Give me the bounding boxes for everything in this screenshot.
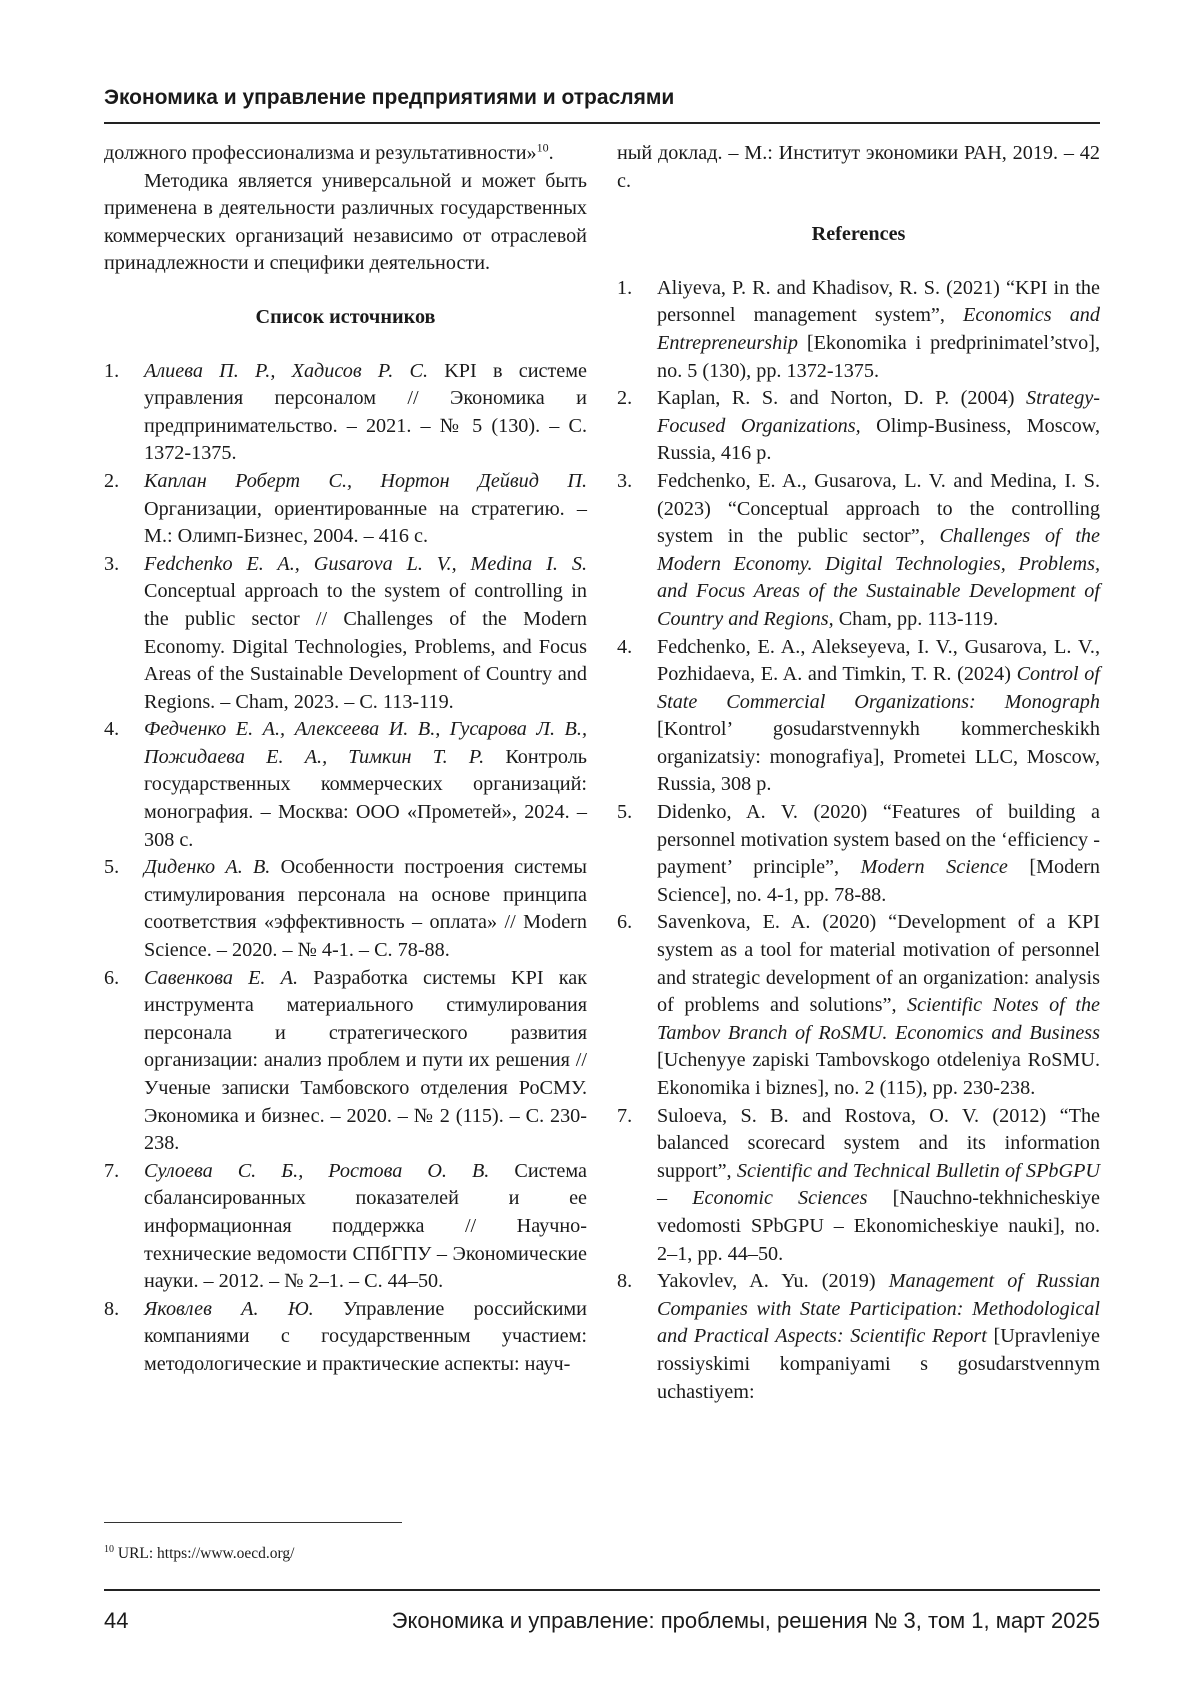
reference-item: 3. Fedchenko, E. A., Gusarova, L. V. and Medina, I. S. (2023) “Conceptual approach to the controlling system in the public sector”, Challenges of the Modern Economy. Digital Technologies, Problems, and Focus Areas of the Sustainable Development of Country and Regions, Cham, pp. 113-119. (617, 469, 1100, 630)
source-item: 4. Федченко Е. А., Алексеева И. В., Гусарова Л. В., Пожидаева Е. А., Тимкин Т. Р. Контроль государственных коммерческих организаций: монография. – Москва: ООО «Прометей», 2024. – 308 с. (104, 718, 587, 851)
source-authors: Каплан Роберт С., Нортон Дейвид П. (144, 469, 587, 492)
reference-title: Scientific and Technical Bulletin of SPbGPU – Economic Sciences (657, 1159, 1100, 1210)
source-item: 8. Яковлев А. Ю. Управление российскими компаниями с государственным участием: методологические и практические аспекты: науч- (104, 1297, 587, 1375)
source-authors: Яковлев А. Ю. (144, 1297, 314, 1320)
reference-item: 8. Yakovlev, A. Yu. (2019) Management of Russian Companies with State Participation: Methodological and Practical Aspects: Scientific Report [Upravleniye rossiyskimi kompaniyami s gosudarstvennym uchastiyem: (617, 1270, 1101, 1403)
reference-title: Management of Russian Companies with State Participation: Methodological and Practical Aspects: Scientific Report (657, 1270, 1100, 1348)
footnote-number: 10 (104, 1543, 114, 1555)
footnote-rule (104, 1522, 402, 1523)
reference-item: 6. Savenkova, E. A. (2020) “Development of a KPI system as a tool for material motivation of personnel and strategic development of an organization: analysis of problems and solutions”, Scientific Notes of the Tambov Branch of RoSMU. Economics and Business [Uchenyye zapiski Tambovskogo otdeleniya RoSMU. Ekonomika i biznes], no. 2 (115), pp. 230-238. (617, 911, 1100, 1099)
page-number: 44 (104, 1608, 129, 1633)
sources-heading: Список источников (255, 305, 436, 328)
footer-rule (104, 1589, 1100, 1591)
reference-item: 2. Kaplan, R. S. and Norton, D. P. (2004) Strategy-Focused Organizations, Olimp-Business, Moscow, Russia, 416 p. (617, 387, 1100, 465)
source-item: 6. Савенкова Е. А. Разработка системы KPI как инструмента материального стимулирования персонала и стратегического развития организации: анализ проблем и пути их решения // Ученые записки Тамбовского отделения РоСМУ. Экономика и бизнес. – 2020. – № 2 (115). – С. 230-238. (104, 966, 587, 1155)
source-authors: Федченко Е. А., Алексеева И. В., Гусарова Л. В., Пожидаева Е. А., Тимкин Т. Р. (144, 718, 587, 768)
body-paragraph: Методика является универсальной и может быть применена в деятельности различных государственных коммерческих организаций независимо от отраслевой принадлежности и специфики деятельности. (104, 169, 587, 275)
footnote-url[interactable]: URL: https://www.oecd.org/ (114, 1545, 295, 1562)
reference-title: Control of State Commercial Organizations: Monograph (657, 663, 1100, 713)
references-heading: References (811, 223, 906, 246)
running-head: Экономика и управление предприятиями и отраслями (104, 86, 675, 109)
reference-item: 7. Suloeva, S. B. and Rostova, O. V. (2012) “The balanced scorecard system and its information support”, Scientific and Technical Bulletin of SPbGPU – Economic Sciences [Nauchno-tekhnicheskiye vedomosti SPbGPU – Ekonomicheskiye nauki], no. 2–1, pp. 44–50. (617, 1104, 1100, 1265)
header-rule (104, 122, 1100, 124)
source-item: 1. Алиева П. Р., Хадисов Р. С. KPI в системе управления персоналом // Экономика и предпринимательство. – 2021. – № 5 (130). – С. 1372-1375. (104, 359, 587, 465)
source-authors: Савенкова Е. А. (144, 966, 299, 989)
reference-item: 1. Aliyeva, P. R. and Khadisov, R. S. (2021) “KPI in the personnel management system”, Economics and Entrepreneurship [Ekonomika i predprinimatel’stvo], no. 5 (130), pp. 1372-1375. (617, 276, 1100, 382)
reference-title: Challenges of the Modern Economy. Digital Technologies, Problems, and Focus Areas of the Sustainable Development of Country and Regions, (657, 525, 1100, 630)
journal-footer: Экономика и управление: проблемы, решения № 3, том 1, март 2025 (391, 1608, 1100, 1633)
source-authors: Сулоева С. Б., Ростова О. В. (144, 1159, 490, 1182)
source-authors: Fedchenko E. A., Gusarova L. V., Medina I. S. (144, 552, 587, 575)
source-item: 3. Fedchenko E. A., Gusarova L. V., Medina I. S. Conceptual approach to the system of controlling in the public sector // Challenges of the Modern Economy. Digital Technologies, Problems, and Focus Areas of the Sustainable Development of Country and Regions. – Cham, 2023. – С. 113-119. (104, 552, 587, 713)
reference-item: 4. Fedchenko, E. A., Alekseyeva, I. V., Gusarova, L. V., Pozhidaeva, E. A. and Timkin, T. R. (2024) Control of State Commercial Organizations: Monograph [Kontrol’ gosudarstvennykh kommercheskikh organizatsiy: monografiya], Prometei LLC, Moscow, Russia, 308 p. (617, 635, 1100, 796)
reference-title: Economics and Entrepreneurship (657, 304, 1100, 354)
right-column (617, 140, 1100, 1406)
source-item: 2. Каплан Роберт С., Нортон Дейвид П. Организации, ориентированные на стратегию. – М.: Олимп-Бизнес, 2004. – 416 с. (104, 469, 587, 548)
source-item: 7. Сулоева С. Б., Ростова О. В. Система сбалансированных показателей и ее информационная поддержка // Научно-технические ведомости СПбГПУ – Экономические науки. – 2012. – № 2–1. – С. 44–50. (104, 1159, 587, 1293)
references-list (617, 275, 1100, 1406)
continued-reference: ный доклад. – М.: Институт экономики РАН, 2019. – 42 с. (617, 142, 1100, 192)
source-item: 5. Диденко А. В. Особенности построения системы стимулирования персонала на основе принципа соответствия «эффективность – оплата» // Modern Science. – 2020. – № 4-1. – С. 78-88. (104, 856, 587, 962)
source-authors: Диденко А. В. (144, 856, 271, 879)
sources-list (104, 358, 587, 1379)
continued-paragraph: должного профессионализма и результативности»$^{10}$. (104, 140, 554, 164)
left-column (104, 140, 587, 1379)
reference-title: Strategy-Focused Organizations, (657, 387, 1100, 437)
reference-title: Modern Science (860, 856, 1008, 879)
source-authors: Алиева П. Р., Хадисов Р. С. (144, 359, 428, 382)
footnote (104, 1544, 704, 1564)
footnote-marker[interactable]: 10 (536, 140, 549, 155)
reference-item: 5. Didenko, A. V. (2020) “Features of building a personnel motivation system based on the ‘efficiency - payment’ principle”, Modern Science [Modern Science], no. 4-1, pp. 78-88. (617, 801, 1101, 906)
reference-title: Scientific Notes of the Tambov Branch of RoSMU. Economics and Business (657, 994, 1100, 1044)
